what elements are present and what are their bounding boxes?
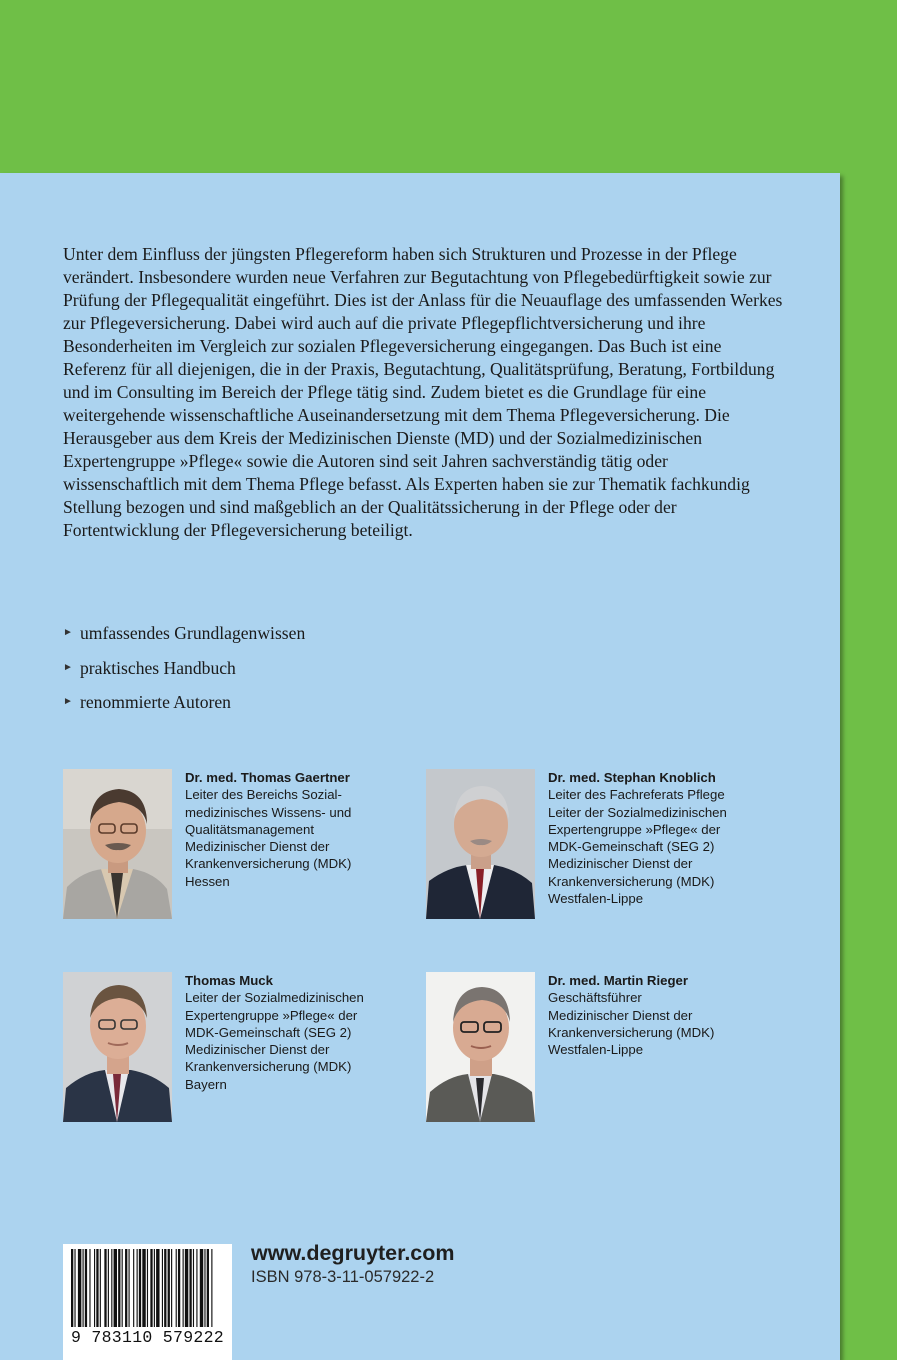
author-photo (63, 972, 172, 1122)
author-photo (426, 769, 535, 919)
feature-label: praktisches Handbuch (80, 657, 236, 678)
author-description: Leiter des Fachreferats Pflege Leiter der Sozialmedizinischen Expertengruppe »Pflege« der MDK-Gemeinschaft (SEG 2) Medizinischer Dienst der Krankenversicherung (MDK) Westfalen-Lippe (548, 787, 727, 907)
author-card (63, 972, 443, 1124)
barcode (63, 1244, 232, 1360)
author-description: Geschäftsführer Medizinischer Dienst der Krankenversicherung (MDK) Westfalen-Lippe (548, 990, 715, 1058)
author-name: Dr. med. Martin Rieger (548, 973, 688, 988)
author-photo (426, 972, 535, 1122)
triangle-bullet-icon: ► (63, 627, 73, 638)
author-photo (63, 769, 172, 919)
isbn-number: ISBN 978-3-11-057922-2 (251, 1268, 435, 1286)
author-card (426, 769, 806, 921)
barcode-digits: 9 783110 579222 (70, 1328, 225, 1347)
author-bio (185, 769, 435, 890)
publisher-website[interactable]: www.degruyter.com (251, 1241, 455, 1265)
feature-list (63, 621, 305, 725)
feature-label: renommierte Autoren (80, 692, 231, 712)
author-description: Leiter des Bereichs Sozial- medizinisches Wissens- und Qualitätsmanagement Medizinischer Dienst der Krankenversicherung (MDK) Hessen (185, 787, 352, 889)
triangle-bullet-icon: ► (63, 696, 73, 707)
author-card (426, 972, 806, 1124)
author-card (63, 769, 443, 921)
author-name: Dr. med. Stephan Knoblich (548, 770, 716, 785)
triangle-bullet-icon: ► (63, 661, 73, 673)
feature-item (63, 690, 305, 725)
feature-item (63, 621, 305, 656)
author-name: Thomas Muck (185, 973, 273, 988)
barcode-bars (71, 1249, 224, 1327)
author-name: Dr. med. Thomas Gaertner (185, 770, 350, 785)
feature-label: umfassendes Grundlagenwissen (80, 623, 306, 643)
author-bio (185, 972, 435, 1093)
author-description: Leiter der Sozialmedizinischen Expertengruppe »Pflege« der MDK-Gemeinschaft (SEG 2) Medizinischer Dienst der Krankenversicherung (MDK) Bayern (185, 990, 364, 1092)
author-bio (548, 769, 798, 907)
book-description: Unter dem Einfluss der jüngsten Pflegereform haben sich Strukturen und Prozesse in der Pflege verändert. Insbesondere wurden neue Verfahren zur Begutachtung von Pflegebedürftigkeit sowie zur Prüfung der Pflegequalität eingeführt. Dies ist der Anlass für die Neuauflage des umfassenden Werkes zur Pflegeversicherung. Dabei wird auch auf die private Pflegepflichtversicherung und ihre Besonderheiten im Vergleich zur sozialen Pflegeversicherung eingegangen. Das Buch ist eine Referenz für all diejenigen, die in der Praxis, Begutachtung, Qualitätsprüfung, Beratung, Fortbildung und im Consulting im Bereich der Pflege tätig sind. Zudem bietet es die Grundlage für eine weitergehende wissenschaftliche Auseinandersetzung mit dem Thema Pflegeversicherung. Die Herausgeber aus dem Kreis der Medizinischen Dienste (MD) und der Sozialmedizinischen Expertengruppe »Pflege« sowie die Autoren sind seit Jahren sachverständig tätig oder wissenschaftlich mit dem Thema Pflege befasst. Als Experten haben sie zur Thematik fachkundig Stellung bezogen und sind maßgeblich an der Qualitätssicherung in der Pflege oder der Fortentwicklung der Pflegeversicherung beteiligt. (63, 244, 783, 540)
feature-item (63, 656, 305, 691)
author-bio (548, 972, 798, 1058)
